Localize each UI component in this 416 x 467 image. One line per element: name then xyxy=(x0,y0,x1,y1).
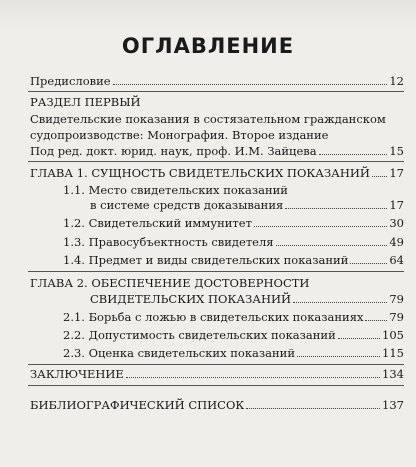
toc-entry-1-4[interactable] xyxy=(63,253,404,267)
toc-entry-1-3[interactable] xyxy=(63,235,404,249)
toc-entry-monograph-line1: Свидетельские показания в состязательном гражданском xyxy=(30,112,386,126)
toc-entry-label: в системе средств доказывания xyxy=(90,198,284,212)
divider xyxy=(28,364,404,365)
toc-page-number: 137 xyxy=(382,398,404,412)
toc-page-number: 79 xyxy=(389,292,404,306)
toc-entry-label: 2.2. Допустимость свидетельских показаний xyxy=(63,328,336,342)
toc-page-number: 12 xyxy=(389,74,404,88)
toc-entry-chapter1[interactable] xyxy=(30,166,404,180)
toc-entry-label: ГЛАВА 1. СУЩНОСТЬ СВИДЕТЕЛЬСКИХ ПОКАЗАНИЙ xyxy=(30,166,370,180)
toc-page-number: 17 xyxy=(389,198,404,212)
toc-page-number: 134 xyxy=(382,367,404,381)
divider xyxy=(28,271,404,272)
toc-entry-label: 2.1. Борьба с ложью в свидетельских показаниях xyxy=(63,310,364,324)
leader-dots xyxy=(293,302,387,303)
toc-entry-label: БИБЛИОГРАФИЧЕСКИЙ СПИСОК xyxy=(30,398,245,412)
divider xyxy=(28,91,404,92)
toc-entry-label: СВИДЕТЕЛЬСКИХ ПОКАЗАНИЙ xyxy=(90,292,292,306)
toc-entry-label: 1.4. Предмет и виды свидетельских показаний xyxy=(63,253,349,267)
toc-entry-preface[interactable] xyxy=(30,74,404,88)
toc-entry-1-1[interactable] xyxy=(90,198,404,212)
toc-entry-chapter2[interactable] xyxy=(90,292,404,306)
leader-dots xyxy=(372,176,387,177)
toc-entry-2-2[interactable] xyxy=(63,328,404,342)
toc-entry-2-1[interactable] xyxy=(63,310,404,324)
leader-dots xyxy=(365,320,387,321)
toc-entry-conclusion[interactable] xyxy=(30,367,404,381)
toc-entry-monograph-line2: судопроизводстве: Монография. Второе издание xyxy=(30,128,329,142)
toc-entry-1-1-line1: 1.1. Место свидетельских показаний xyxy=(63,183,288,197)
toc-page-number: 49 xyxy=(389,235,404,249)
toc-entry-bibliography[interactable] xyxy=(30,398,404,412)
toc-entry-chapter2-line1: ГЛАВА 2. ОБЕСПЕЧЕНИЕ ДОСТОВЕРНОСТИ xyxy=(30,276,310,290)
toc-entry-label: Под ред. докт. юрид. наук, проф. И.М. Зайцева xyxy=(30,144,317,158)
page-title: ОГЛАВЛЕНИЕ xyxy=(121,34,295,58)
toc-entry-label: 2.3. Оценка свидетельских показаний xyxy=(63,346,295,360)
facing-page-bleed xyxy=(0,0,416,30)
leader-dots xyxy=(297,356,380,357)
toc-page-number: 17 xyxy=(389,166,404,180)
toc-page-number: 105 xyxy=(382,328,404,342)
toc-page-number: 15 xyxy=(389,144,404,158)
leader-dots xyxy=(276,245,388,246)
leader-dots xyxy=(319,154,388,155)
leader-dots xyxy=(350,263,387,264)
toc-page-number: 64 xyxy=(389,253,404,267)
toc-page-number: 79 xyxy=(389,310,404,324)
leader-dots xyxy=(254,226,387,227)
toc-page-number: 115 xyxy=(382,346,404,360)
divider xyxy=(28,161,404,162)
leader-dots xyxy=(246,408,380,409)
toc-entry-label: 1.2. Свидетельский иммунитет xyxy=(63,216,252,230)
divider xyxy=(28,385,404,386)
toc-entry-label: 1.3. Правосубъектность свидетеля xyxy=(63,235,274,249)
leader-dots xyxy=(126,377,380,378)
leader-dots xyxy=(285,208,387,209)
section-heading: РАЗДЕЛ ПЕРВЫЙ xyxy=(30,95,141,109)
toc-entry-1-2[interactable] xyxy=(63,216,404,230)
toc-entry-label: Предисловие xyxy=(30,74,111,88)
leader-dots xyxy=(113,84,388,85)
toc-page-number: 30 xyxy=(389,216,404,230)
toc-entry-label: ЗАКЛЮЧЕНИЕ xyxy=(30,367,124,381)
toc-entry-2-3[interactable] xyxy=(63,346,404,360)
leader-dots xyxy=(338,338,380,339)
toc-entry-monograph[interactable] xyxy=(30,144,404,158)
